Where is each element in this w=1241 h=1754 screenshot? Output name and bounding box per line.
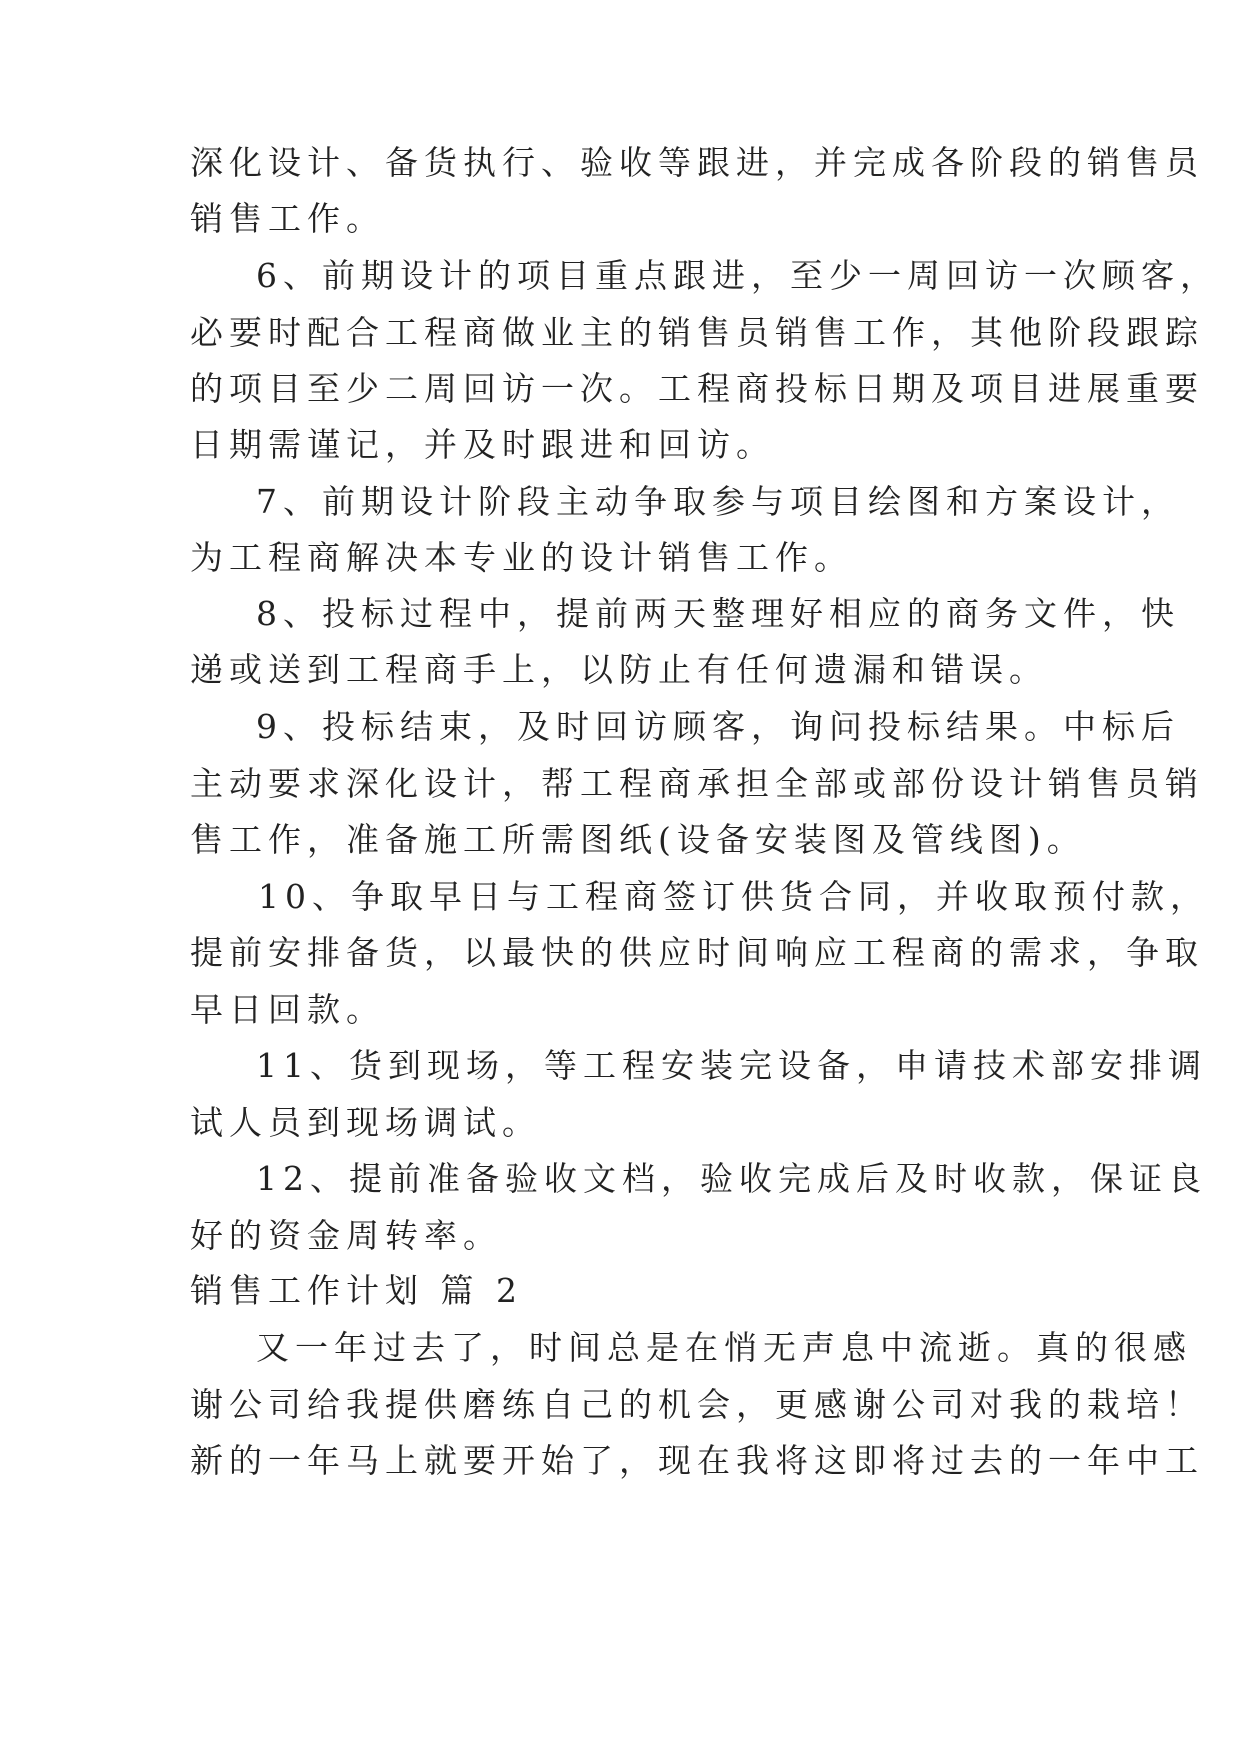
paragraph-line: 11、货到现场，等工程安装完设备，申请技术部安排调 <box>256 1046 1207 1085</box>
paragraph-line: 10、争取早日与工程商签订供货合同，并收取预付款， <box>258 877 1209 916</box>
paragraph-line: 的项目至少二周回访一次。工程商投标日期及项目进展重要 <box>190 369 1204 408</box>
paragraph-line: 9、投标结束，及时回访顾客，询问投标结果。中标后 <box>256 707 1180 746</box>
section-heading: 销售工作计划 篇 2 <box>190 1271 523 1310</box>
paragraph-line: 12、提前准备验收文档，验收完成后及时收款，保证良 <box>256 1159 1207 1198</box>
paragraph-line: 主动要求深化设计，帮工程商承担全部或部份设计销售员销 <box>190 764 1204 803</box>
paragraph-line: 递或送到工程商手上，以防止有任何遗漏和错误。 <box>190 650 1048 689</box>
paragraph-line: 6、前期设计的项目重点跟进，至少一周回访一次顾客， <box>256 256 1219 295</box>
paragraph-line: 销售工作。 <box>190 199 385 238</box>
paragraph-line: 售工作，准备施工所需图纸(设备安装图及管线图)。 <box>190 820 1086 859</box>
paragraph-line: 好的资金周转率。 <box>190 1216 502 1255</box>
paragraph-line: 早日回款。 <box>190 990 385 1029</box>
paragraph-line: 8、投标过程中，提前两天整理好相应的商务文件，快 <box>256 594 1180 633</box>
paragraph-line: 日期需谨记，并及时跟进和回访。 <box>190 425 775 464</box>
paragraph-line: 7、前期设计阶段主动争取参与项目绘图和方案设计， <box>256 482 1180 521</box>
paragraph-line: 谢公司给我提供磨练自己的机会，更感谢公司对我的栽培！ <box>190 1385 1204 1424</box>
paragraph-line: 必要时配合工程商做业主的销售员销售工作，其他阶段跟踪 <box>190 313 1204 352</box>
paragraph-line: 为工程商解决本专业的设计销售工作。 <box>190 538 853 577</box>
paragraph-line: 深化设计、备货执行、验收等跟进，并完成各阶段的销售员 <box>190 143 1204 182</box>
paragraph-line: 又一年过去了，时间总是在悄无声息中流逝。真的很感 <box>256 1328 1192 1367</box>
paragraph-line: 试人员到现场调试。 <box>190 1103 541 1142</box>
paragraph-line: 新的一年马上就要开始了，现在我将这即将过去的一年中工 <box>190 1441 1204 1480</box>
paragraph-line: 提前安排备货，以最快的供应时间响应工程商的需求，争取 <box>190 933 1204 972</box>
